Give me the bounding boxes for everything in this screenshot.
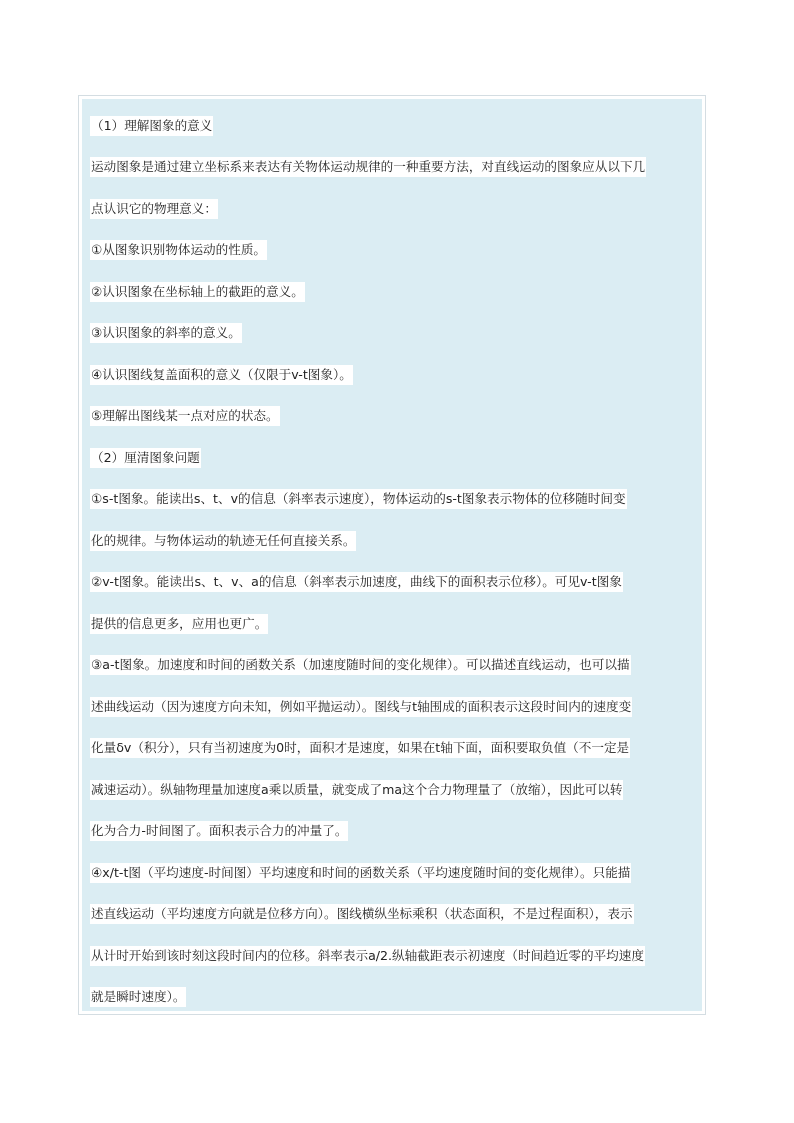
text-line-content: 就是瞬时速度）。 bbox=[90, 987, 186, 1007]
text-line bbox=[90, 728, 696, 770]
text-line bbox=[90, 354, 696, 396]
text-line bbox=[90, 977, 696, 1012]
text-line bbox=[90, 188, 696, 230]
text-line-content: ③认识图象的斜率的意义。 bbox=[90, 323, 242, 343]
text-line-content: ④认识图线复盖面积的意义（仅限于v-t图象）。 bbox=[90, 365, 353, 385]
text-line bbox=[90, 105, 696, 147]
text-line-content: ④x/t-t图（平均速度-时间图）平均速度和时间的函数关系（平均速度随时间的变化规律）。只能描 bbox=[90, 863, 631, 883]
text-line bbox=[90, 271, 696, 313]
text-line-content: ⑤理解出图线某一点对应的状态。 bbox=[90, 406, 280, 426]
text-line-content: 化的规律。与物体运动的轨迹无任何直接关系。 bbox=[90, 531, 356, 551]
text-line-content: 化为合力-时间图了。面积表示合力的冲量了。 bbox=[90, 821, 348, 841]
text-line-content: （2）厘清图象问题 bbox=[90, 448, 201, 468]
text-line-content: 从计时开始到该时刻这段时间内的位移。斜率表示a/2.纵轴截距表示初速度（时间趋近零的平均速度 bbox=[90, 946, 645, 966]
text-line-content: ②认识图象在坐标轴上的截距的意义。 bbox=[90, 282, 305, 302]
text-line bbox=[90, 811, 696, 853]
text-line bbox=[90, 562, 696, 604]
text-line-content: ②v-t图象。能读出s、t、v、a的信息（斜率表示加速度，曲线下的面积表示位移）。可见v-t图象 bbox=[90, 572, 623, 592]
text-line-content: （1）理解图象的意义 bbox=[90, 116, 213, 136]
text-line bbox=[90, 520, 696, 562]
text-line-content: 述曲线运动（因为速度方向未知，例如平抛运动）。图线与t轴围成的面积表示这段时间内的速度变 bbox=[90, 697, 632, 717]
text-line bbox=[90, 769, 696, 811]
text-line bbox=[90, 147, 696, 189]
text-line bbox=[90, 645, 696, 687]
content-panel bbox=[82, 99, 702, 1011]
text-line-content: 述直线运动（平均速度方向就是位移方向）。图线横纵坐标乘积（状态面积，不是过程面积），表示 bbox=[90, 904, 634, 924]
text-line-content: ①从图象识别物体运动的性质。 bbox=[90, 240, 267, 260]
text-line bbox=[90, 852, 696, 894]
text-line bbox=[90, 479, 696, 521]
text-line-content: ③a-t图象。加速度和时间的函数关系（加速度随时间的变化规律）。可以描述直线运动，也可以描 bbox=[90, 655, 631, 675]
text-line-content: ①s-t图象。能读出s、t、v的信息（斜率表示速度），物体运动的s-t图象表示物体的位移随时间变 bbox=[90, 489, 627, 509]
text-line bbox=[90, 396, 696, 438]
text-line-content: 减速运动）。纵轴物理量加速度a乘以质量，就变成了ma这个合力物理量了（放缩），因此可以转 bbox=[90, 780, 623, 800]
text-line-content: 化量δv（积分），只有当初速度为0时，面积才是速度，如果在t轴下面，面积要取负值（不一定是 bbox=[90, 738, 630, 758]
text-line-content: 提供的信息更多，应用也更广。 bbox=[90, 614, 268, 634]
text-line-content: 运动图象是通过建立坐标系来表达有关物体运动规律的一种重要方法，对直线运动的图象应从以下几 bbox=[90, 157, 646, 177]
text-line bbox=[90, 313, 696, 355]
text-line bbox=[90, 603, 696, 645]
text-line bbox=[90, 894, 696, 936]
text-line bbox=[90, 686, 696, 728]
text-line-content: 点认识它的物理意义： bbox=[90, 199, 218, 219]
text-line bbox=[90, 935, 696, 977]
content-frame bbox=[78, 95, 706, 1015]
text-line bbox=[90, 437, 696, 479]
text-line bbox=[90, 230, 696, 272]
